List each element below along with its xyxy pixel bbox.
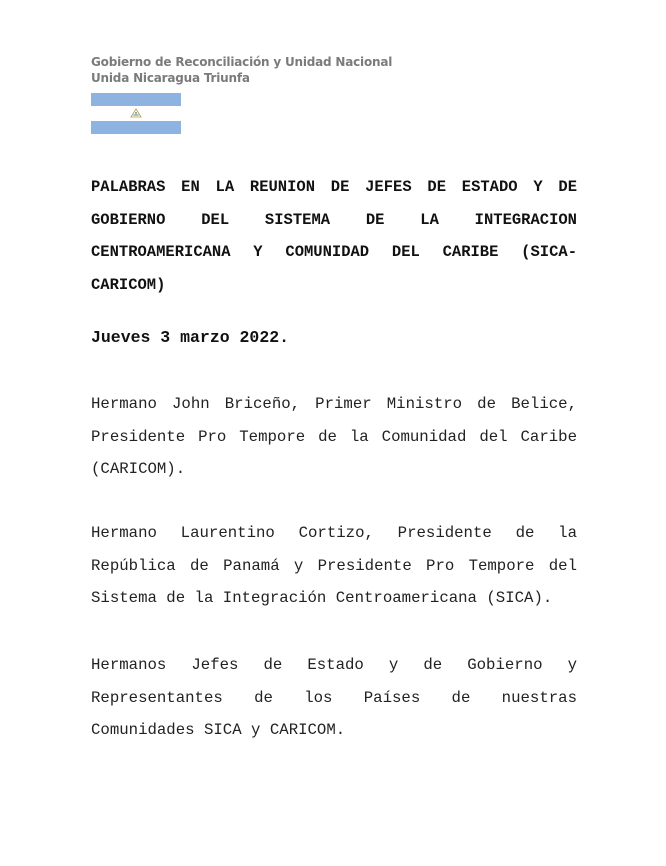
- flag-top-band: [91, 93, 181, 106]
- paragraph-salutation-heads-of-state: Hermanos Jefes de Estado y de Gobierno y Representantes de los Países de nuestras Comunidades SICA y CARICOM.: [91, 656, 577, 740]
- letterhead-government-name: Gobierno de Reconciliación y Unidad Nacional: [91, 55, 393, 69]
- document-title: PALABRAS EN LA REUNION DE JEFES DE ESTADO Y DE GOBIERNO DEL SISTEMA DE LA INTEGRACION CENTROAMERICANA Y COMUNIDAD DEL CARIBE (SICA-CARICOM): [91, 178, 577, 294]
- nicaragua-flag-icon: [91, 93, 181, 134]
- paragraph-salutation-sica: Hermano Laurentino Cortizo, Presidente de la República de Panamá y Presidente Pro Tempore del Sistema de la Integración Centroamericana (SICA).: [91, 524, 577, 608]
- letterhead: [91, 54, 392, 86]
- coat-of-arms-icon: [130, 108, 142, 118]
- document-date: Jueves 3 marzo 2022.: [91, 328, 290, 347]
- paragraph-salutation-caricom: Hermano John Briceño, Primer Ministro de Belice, Presidente Pro Tempore de la Comunidad del Caribe (CARICOM).: [91, 395, 577, 479]
- flag-bottom-band: [91, 121, 181, 134]
- letterhead-slogan: Unida Nicaragua Triunfa: [91, 71, 250, 85]
